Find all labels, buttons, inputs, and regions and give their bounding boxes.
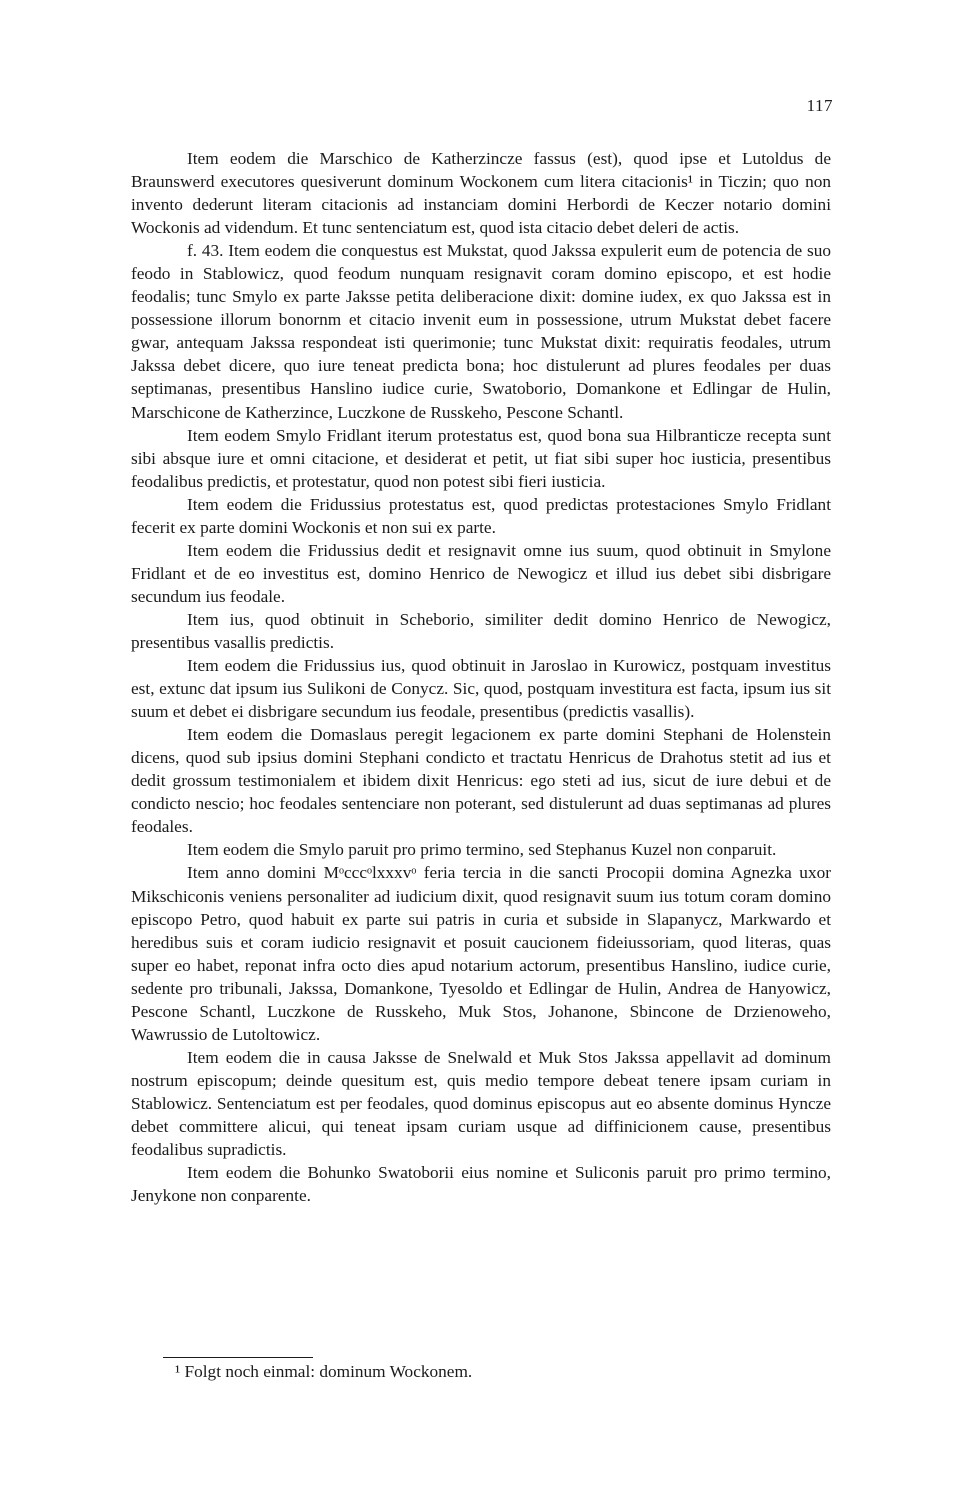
paragraph-9: Item eodem die Smylo paruit pro primo termino, sed Stephanus Kuzel non conparuit. xyxy=(187,840,777,860)
paragraph-8: Item eodem die Domaslaus peregit legacionem ex parte domini Stephani de Holenstein dicens, quod sub ipsius domini Stephani condicto et tractatu Henricus de Drahotus stetit ad ius et dedit grossum testimonialem et ibidem dixit Henricus: ego steti ad ius, sicut de iure debui et de condicto nescio; hoc feodales sentenciare non poterant, sed distulerunt ad duas septimanas ad plures feodales. xyxy=(131,725,831,837)
page-number: 117 xyxy=(806,96,833,115)
paragraph-11: Item eodem die in causa Jaksse de Snelwald et Muk Stos Jakssa appellavit ad dominum nostrum episcopum; deinde quesitum est, quis medio tempore debeat tenere ipsam curiam in Stablowicz. Sentenciatum est per feodales, quod dominus episcopus aut eo absente dominus Hyncze debet committere alicui, qui teneat ipsam curiam usque ad diffinicionem cause, presentibus feodalibus supradictis. xyxy=(131,1047,831,1160)
paragraph-6: Item ius, quod obtinuit in Scheborio, similiter dedit domino Henrico de Newogicz, presentibus vasallis predictis. xyxy=(131,609,831,652)
paragraph-1: Item eodem die Marschico de Katherzincze fassus (est), quod ipse et Lutoldus de Braunswerd executores quesiverunt dominum Wockonem cum litera citacionis¹ in Ticzin; quo non invento dederunt literam citacionis ad instanciam domini Herbordi de Keczer notario domini Wockonis ad videndum. Et tunc sentenciatum est, quod ista citacio debet deleri de actis. xyxy=(131,149,831,238)
body-text xyxy=(131,147,831,1207)
paragraph-4: Item eodem die Fridussius protestatus est, quod predictas protestaciones Smylo Fridlant fecerit ex parte domini Wockonis et non sui ex parte. xyxy=(131,494,831,537)
paragraph-12: Item eodem die Bohunko Swatoborii eius nomine et Suliconis paruit pro primo termino, Jenykone non conparente. xyxy=(131,1163,831,1206)
footnote: ¹ Folgt noch einmal: dominum Wockonem. xyxy=(175,1362,473,1381)
paragraph-7: Item eodem die Fridussius ius, quod obtinuit in Jaroslao in Kurowicz, postquam investitus est, extunc dat ipsum ius Sulikoni de Conycz. Sic, quod, postquam investitura est facta, ipsum ius sit suum et debet ei disbrigare secundum ius feodale, presentibus (predictis vasallis). xyxy=(131,656,831,722)
paragraph-5: Item eodem die Fridussius dedit et resignavit omne ius suum, quod obtinuit in Smylone Fridlant et de eo investitus est, domino Henrico de Newogicz et illud ius debet sibi disbrigare secundum ius feodale. xyxy=(131,540,831,606)
paragraph-3: Item eodem Smylo Fridlant iterum protestatus est, quod bona sua Hilbranticze recepta sunt sibi absque iure et omni citacione, et desiderat et petit, ut fiat sibi super hoc iusticia, presentibus feodalibus predictis, et protestatur, quod non potest sibi fieri iusticia. xyxy=(131,425,831,491)
footnote-divider xyxy=(163,1357,313,1358)
paragraph-10: Item anno domini Mᵒcccᵒlxxxvᵒ feria tercia in die sancti Procopii domina Agnezka uxor Mikschiconis veniens personaliter ad iudicium dixit, quod resignavit suum ius totum coram domino episcopo Petro, quod habuit ex parte sui patris in curia et subside in Slapanycz, Markwardo et heredibus suis et coram iudicio resignavit et posuit caucionem fideiussoriam, quod literas, quas super eo habet, reponat infra octo dies apud notarium actorum, presentibus Hanslino, iudice curie, sedente pro tribunali, Jakssa, Domankone, Tyesoldo et Edlingar de Hulin, Andrea de Hanyowicz, Pescone Schantl, Luczkone de Russkeho, Muk Stos, Johanone, Sbincone de Drzienoweho, Wawrussio de Lutoltowicz. xyxy=(131,863,831,1044)
paragraph-2: f. 43. Item eodem die conquestus est Mukstat, quod Jakssa expulerit eum de potencia de suo feodo in Stablowicz, quod feodum nunquam resignavit coram domino episcopo, et est hodie feodalis; tunc Smylo ex parte Jaksse petita deliberacione dixit: domine iudex, ex quo Jakssa est in possessione illorum bonornm et citacio invenit eum in possessione, utrum Mukstat debet facere gwar, antequam Jakssa respondeat isti querimonie; tunc Mukstat dixit: requiratis feodales, utrum Jakssa debet dicere, quo iure teneat predicta bona; hoc distulerunt ad plures feodales per duas septimanas, presentibus Hanslino iudice curie, Swatoborio, Domankone et Edlingar de Hulin, Marschicone de Katherzince, Luczkone de Russkeho, Pescone Schantl. xyxy=(131,241,831,422)
